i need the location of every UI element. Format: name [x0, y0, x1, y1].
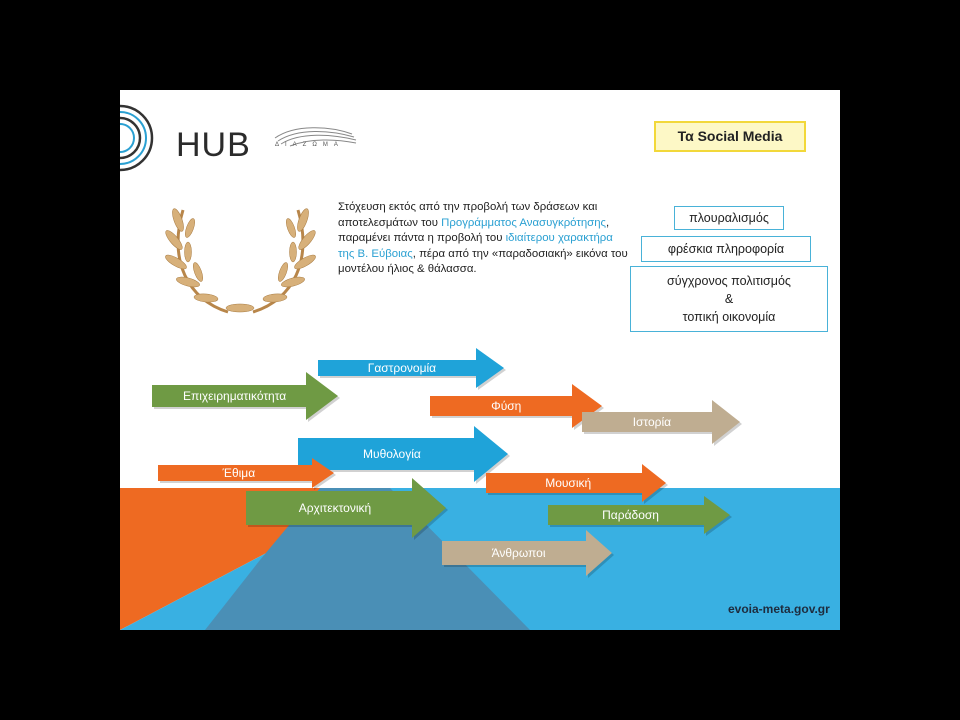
description-text	[338, 200, 628, 278]
arrow-label: Αρχιτεκτονική	[298, 501, 372, 515]
arrow-people	[442, 530, 612, 576]
arrow-architecture	[246, 478, 446, 538]
arrow-nature	[430, 384, 602, 428]
arrow-label: Επιχειρηματικότητα	[182, 389, 287, 403]
keyword-line-3: τοπική οικονομία	[682, 310, 776, 324]
keyword-box-fresh-info: φρέσκια πληροφορία	[641, 236, 811, 262]
character-link-text: ιδιαίτερου χαρακτήρα της Β. Εύβοιας	[338, 232, 613, 260]
arrow-history	[582, 400, 740, 444]
footer-url: evoia-meta.gov.gr	[728, 602, 830, 616]
arrow-label: Φύση	[491, 399, 522, 413]
diazoma-logo	[270, 116, 360, 156]
keyword-line-2: &	[724, 292, 734, 306]
arrow-label: Μουσική	[545, 476, 592, 490]
keyword-line-1: σύγχρονος πολιτισμός	[667, 274, 791, 288]
arrow-label: Μυθολογία	[363, 447, 421, 461]
keyword-box-pluralism: πλουραλισμός	[674, 206, 784, 230]
hub-logo-text: HUB	[176, 126, 251, 164]
slide-title: Τα Social Media	[654, 121, 806, 152]
arrow-label: Έθιμα	[222, 466, 256, 480]
description-part3: , πέρα από την «παραδοσιακή» εικόνα του μοντέλου ήλιος & θάλασσα.	[338, 247, 628, 275]
arrow-tradition	[548, 496, 730, 534]
laurel-wreath-image	[158, 200, 318, 320]
arrow-label: Ιστορία	[632, 415, 672, 429]
slide	[120, 90, 840, 630]
keyword-box-culture-economy	[630, 266, 828, 332]
description-part1: Στόχευση εκτός από την προβολή των δράσεων και αποτελεσμάτων του	[338, 201, 598, 229]
arrow-label: Γαστρονομία	[367, 361, 437, 375]
program-link-text: Προγράμματος Ανασυγκρότησης	[441, 216, 607, 229]
description-part2: , παραμένει πάντα η προβολή του	[338, 216, 610, 244]
diazoma-logo-text: ΔΙΑΖΩΜΑ	[275, 142, 344, 148]
arrow-label: Άνθρωποι	[491, 546, 546, 560]
hub-logo-arcs	[120, 100, 170, 180]
arrow-gastronomy	[318, 348, 504, 388]
arrow-label: Παράδοση	[602, 508, 659, 522]
arrow-entrepreneurship	[152, 372, 338, 420]
